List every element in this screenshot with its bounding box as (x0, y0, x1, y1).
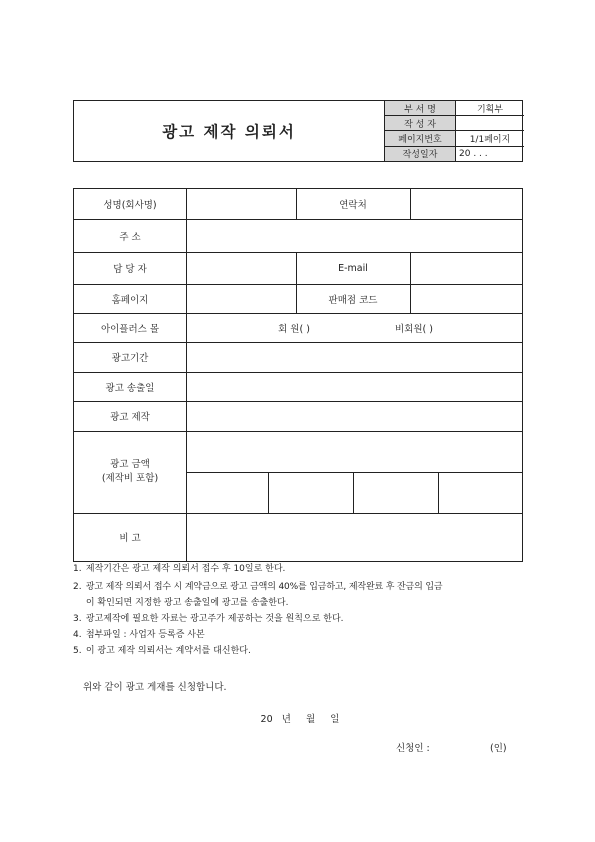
application-statement: 위와 같이 광고 게재를 신청합니다. (83, 682, 227, 693)
note-number: 2. (73, 582, 82, 592)
contact-field[interactable] (411, 189, 522, 219)
note-text: 이 광고 제작 의뢰서는 계약서를 대신한다. (85, 646, 251, 656)
meta-value[interactable]: 20 . . . (456, 146, 525, 161)
iplus-mall-label: 아이플러스 몰 (100, 323, 160, 335)
ad-amount-label-line1: 광고 금액 (110, 459, 150, 470)
amount-sub-field[interactable] (439, 473, 522, 513)
meta-row-date (385, 146, 525, 161)
contact-label: 연락처 (339, 200, 367, 211)
note-number: 4. (73, 630, 82, 640)
meta-value[interactable] (456, 116, 525, 131)
homepage-field[interactable] (187, 284, 296, 313)
ad-production-label: 광고 제작 (110, 412, 150, 423)
applicant-label: 신청인 : (396, 743, 430, 754)
ad-amount-label-line2: (제작비 포함) (101, 473, 159, 484)
application-date[interactable]: 20 년 월 일 (260, 714, 340, 725)
amount-sub-field[interactable] (354, 473, 438, 513)
ad-production-field[interactable] (187, 401, 522, 431)
meta-label: 페이지번호 (385, 131, 456, 146)
broadcast-date-field[interactable] (187, 372, 522, 401)
ad-amount-label (74, 431, 186, 513)
remarks-field[interactable] (187, 513, 522, 561)
broadcast-date-label: 광고 송출일 (105, 382, 155, 394)
document-meta-table (384, 101, 524, 161)
note-text: 광고제작에 필요한 자료는 광고주가 제공하는 것을 원칙으로 한다. (85, 614, 344, 624)
meta-value[interactable]: 1/1페이지 (456, 131, 525, 146)
meta-label: 부 서 명 (385, 101, 456, 116)
email-field[interactable] (411, 252, 522, 284)
ad-period-field[interactable] (187, 342, 522, 372)
ad-period-label: 광고기간 (111, 353, 149, 364)
meta-label: 작 성 자 (385, 116, 456, 131)
meta-row-department (385, 101, 525, 116)
manager-label: 담 당 자 (113, 264, 147, 275)
name-field[interactable] (187, 189, 296, 219)
document-title: 광고 제작 의뢰서 (162, 123, 296, 141)
address-label: 주 소 (119, 231, 141, 243)
homepage-label: 홈페이지 (111, 294, 149, 306)
note-item (73, 645, 525, 658)
store-code-field[interactable] (411, 284, 522, 313)
meta-value[interactable]: 기획부 (456, 101, 525, 116)
note-number: 1. (73, 564, 82, 574)
store-code-label: 판매점 코드 (328, 294, 378, 306)
note-number: 3. (73, 614, 82, 624)
amount-sub-field[interactable] (269, 473, 353, 513)
nonmember-option[interactable]: 비회원( ) (395, 323, 433, 335)
meta-row-page (385, 131, 525, 146)
amount-sub-field[interactable] (187, 473, 268, 513)
document-header (73, 100, 523, 162)
note-item (73, 563, 525, 576)
seal-mark[interactable]: (인) (490, 743, 507, 754)
meta-label: 작성일자 (385, 146, 456, 161)
ad-amount-field[interactable] (187, 431, 522, 472)
meta-row-author (385, 116, 525, 131)
note-text: 제작기간은 광고 제작 의뢰서 접수 후 10일로 한다. (85, 564, 286, 574)
note-text: 광고 제작 의뢰서 접수 시 계약금으로 광고 금액의 40%를 입금하고, 제작완료 후 잔금의 입금 (85, 582, 443, 592)
note-item (73, 581, 525, 594)
remarks-label: 비 고 (119, 533, 141, 544)
manager-field[interactable] (187, 252, 296, 284)
note-item (73, 597, 525, 610)
email-label: E-mail (338, 262, 368, 274)
note-number: 5. (73, 646, 82, 656)
request-form (73, 188, 523, 562)
note-item (73, 629, 525, 642)
note-text: 이 확인되면 지정한 광고 송출일에 광고를 송출한다. (85, 598, 289, 608)
name-label: 성명(회사명) (103, 200, 157, 211)
address-field[interactable] (187, 219, 522, 252)
note-item (73, 613, 525, 626)
note-text: 첨부파일 : 사업자 등록증 사본 (85, 630, 205, 640)
member-option[interactable]: 회 원( ) (278, 323, 310, 335)
